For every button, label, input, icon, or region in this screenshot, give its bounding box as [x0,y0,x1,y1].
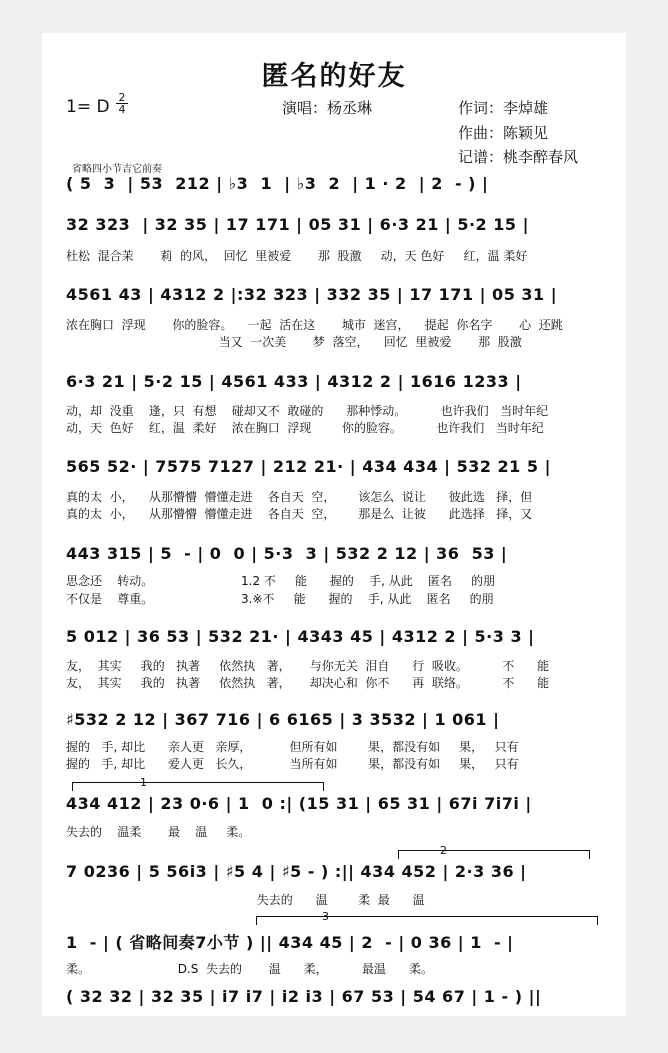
singer-credit: 演唱：杨丞琳 [282,99,373,117]
lyric-line: 当又 一次美 梦 落空， 回忆 里被爱 那 股激 [66,335,522,349]
lyric-line: 真的太 小， 从那懵懵 懵懂走进 各自天 空， 那是么 让彼 此选择 择，又 [66,507,533,521]
lyric-line: 动，天 色好 红，温 柔好 浓在胸口 浮现 你的脸容。 也许我们 当时年纪 [66,421,544,435]
lyric-line: 握的 手, 却比 爱人更 长久， 当所有如 果，都没有如 果， 只有 [66,757,519,771]
notation-line: 5 012 | 36 53 | 532 21· | 4343 45 | 4312 2 | 5·3 3 | [66,627,535,646]
notation-line: 434 412 | 23 0·6 | 1 0 :| (15 31 | 65 31 | 67i 7i7i | [66,794,532,813]
time-bottom: 4 [118,103,126,116]
time-top: 2 [116,92,128,104]
lyric-line: 失去的 温 柔 最 温 [66,893,425,907]
notation-line: ( 32 32 | 32 35 | i7 i7 | i2 i3 | 67 53 | 54 67 | 1 - ) || [66,987,542,1006]
notation-line: 4561 43 | 4312 2 |:32 323 | 332 35 | 17 171 | 05 31 | [66,285,558,304]
lyric-line: 动，却 没重 逢，只 有想 碰却又不 敢碰的 那种悸动。 也许我们 当时年纪 [66,404,549,418]
lyric-line: 失去的 温柔 最 温 柔。 [66,825,251,839]
volta-label: 2 [440,844,447,857]
volta-bracket [398,850,590,859]
notation-line: ( 5 3 | 53 212 | ♭3 1 | ♭3 2 | 1 · 2 | 2 - ) | [66,174,489,193]
volta-bracket [256,916,598,925]
transcriber-credit: 记谱：桃李醉春风 [458,148,579,166]
lyricist-credit: 作词：李焯雄 [458,99,549,117]
composer-credit: 作曲：陈颖见 [458,124,549,142]
lyric-line: 思念还 转动。 1.2 不 能 握的 手, 从此 匿名 的朋 [66,574,496,588]
lyric-line: 友， 其实 我的 执著 依然执 著， 与你无关 泪自 行 吸收。 不 能 [66,659,550,673]
notation-line: 1 - | ( 省略间奏7小节 ) || 434 45 | 2 - | 0 36 | 1 - | [66,933,514,952]
volta-label: 1 [140,776,147,789]
notation-line: 565 52· | 7575 7127 | 212 21· | 434 434 | 532 21 5 | [66,457,551,476]
notation-line: 443 315 | 5 - | 0 0 | 5·3 3 | 532 2 12 | 36 53 | [66,544,508,563]
lyric-line: 柔。 D.S 失去的 温 柔， 最温 柔。 [66,962,433,976]
volta-label: 3 [322,910,329,923]
notation-line: 32 323 | 32 35 | 17 171 | 05 31 | 6·3 21 | 5·2 15 | [66,215,529,234]
lyric-line: 浓在胸口 浮现 你的脸容。 一起 活在这 城市 迷宫， 提起 你名字 心 还跳 [66,318,563,332]
time-signature [116,92,128,115]
notation-line: ♯532 2 12 | 367 716 | 6 6165 | 3 3532 | 1 061 | [66,710,500,729]
song-title: 匿名的好友 [261,61,407,92]
notation-line: 7 0236 | 5 56i3 | ♯5 4 | ♯5 - ) :|| 434 452 | 2·3 36 | [66,862,527,881]
notation-line: 6·3 21 | 5·2 15 | 4561 433 | 4312 2 | 1616 1233 | [66,372,522,391]
lyric-line: 不仅是 尊重。 3.※不 能 握的 手, 从此 匿名 的朋 [66,592,494,606]
intro-note: 省略四小节吉它前奏 [72,164,162,175]
lyric-line: 握的 手, 却比 亲人更 亲厚， 但所有如 果，都没有如 果， 只有 [66,740,519,754]
lyric-line: 真的太 小， 从那懵懵 懵懂走进 各自天 空， 该怎么 说让 彼此选 择，但 [66,490,533,504]
lyric-line: 杜松 混合茉 莉 的风， 回忆 里被爱 那 股激 动，天 色好 红，温 柔好 [66,249,528,263]
key-signature: 1= D [66,97,110,117]
lyric-line: 友， 其实 我的 执著 依然执 著， 却决心和 你不 再 联络。 不 能 [66,676,550,690]
volta-bracket [72,782,324,791]
